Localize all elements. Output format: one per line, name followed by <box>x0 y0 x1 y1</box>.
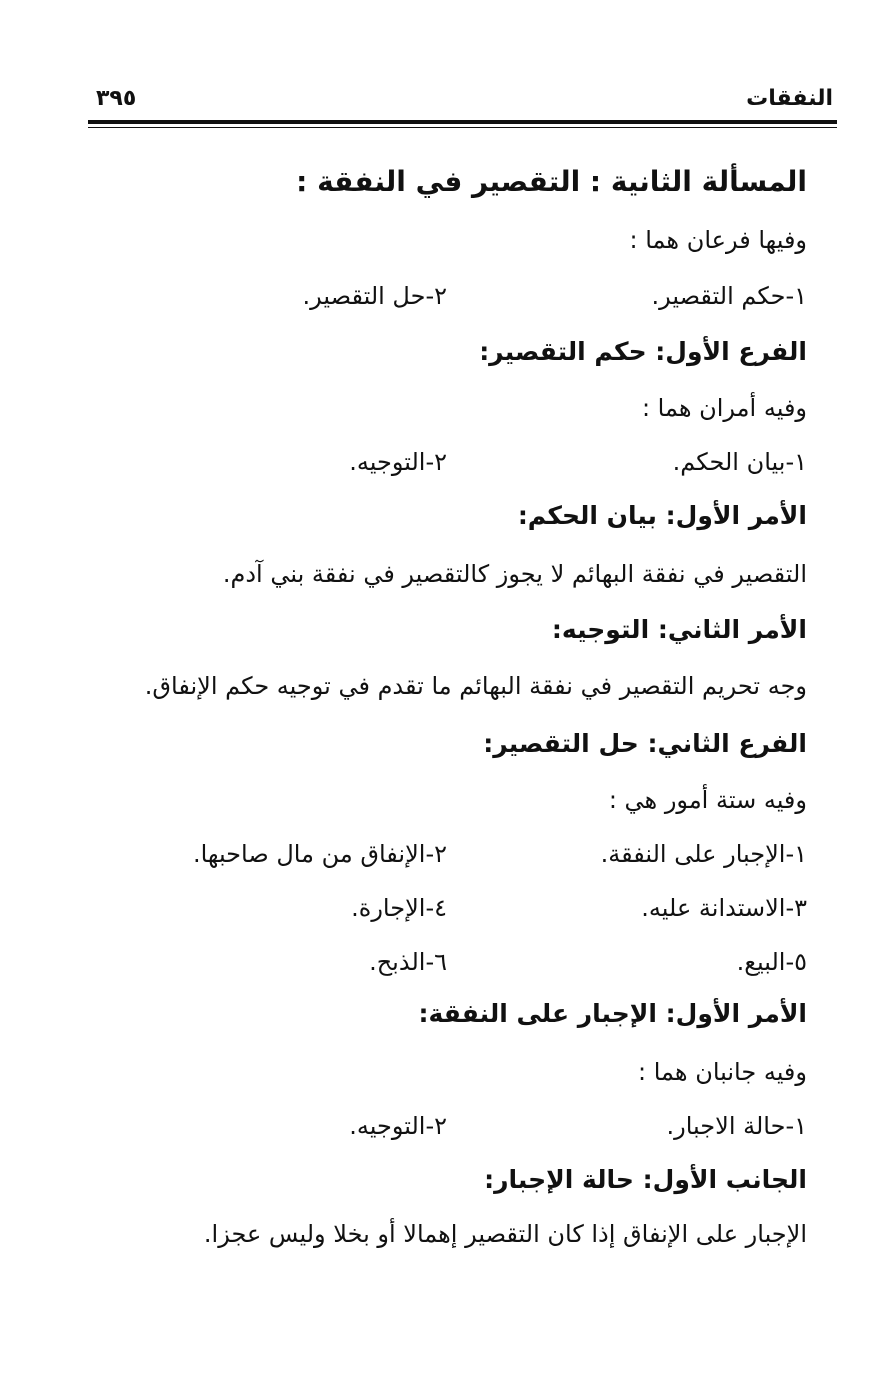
heading-far1: الفرع الأول: حكم التقصير: <box>479 337 807 366</box>
list-item: ٢-حل التقصير. <box>302 282 447 310</box>
list-item: ٦-الذبح. <box>369 948 447 976</box>
list-item: ٥-البيع. <box>736 948 807 976</box>
list-item: ٢-التوجيه. <box>349 448 447 476</box>
list-item: ٤-الإجارة. <box>351 894 447 922</box>
list-item: ٢-التوجيه. <box>349 1112 447 1140</box>
paragraph-branches-intro: وفيها فرعان هما : <box>629 226 807 254</box>
list-row-far2-2 <box>120 890 807 926</box>
paragraph-amr2: وجه تحريم التقصير في نفقة البهائم ما تقدم في توجيه حكم الإنفاق. <box>144 672 807 700</box>
list-row-ijbar <box>120 1108 807 1144</box>
heading-far2: الفرع الثاني: حل التقصير: <box>483 729 807 758</box>
list-item: ٣-الاستدانة عليه. <box>641 894 807 922</box>
list-row-far1 <box>120 444 807 480</box>
list-item: ١-بيان الحكم. <box>672 448 807 476</box>
paragraph-amr1: التقصير في نفقة البهائم لا يجوز كالتقصير في نفقة بني آدم. <box>222 560 807 588</box>
page-number: ٣٩٥ <box>96 86 137 111</box>
section-heading-mas2: المسألة الثانية : التقصير في النفقة : <box>296 165 807 198</box>
list-item: ٢-الإنفاق من مال صاحبها. <box>192 840 447 868</box>
header-rule-thick <box>88 120 837 124</box>
list-row-far2-3 <box>120 944 807 980</box>
list-row-far2-1 <box>120 836 807 872</box>
heading-ijbar: الأمر الأول: الإجبار على النفقة: <box>418 999 807 1028</box>
header-rule-thin <box>88 127 837 128</box>
paragraph-ijbar-intro: وفيه جانبان هما : <box>638 1058 807 1086</box>
heading-amr1: الأمر الأول: بيان الحكم: <box>517 501 807 530</box>
paragraph-janib1: الإجبار على الإنفاق إذا كان التقصير إهمالا أو بخلا وليس عجزا. <box>203 1220 807 1248</box>
paragraph-far2-intro: وفيه ستة أمور هي : <box>608 786 807 814</box>
running-title: النفقات <box>746 86 833 111</box>
list-item: ١-حكم التقصير. <box>651 282 807 310</box>
heading-janib1: الجانب الأول: حالة الإجبار: <box>484 1165 807 1194</box>
list-item: ١-حالة الاجبار. <box>666 1112 807 1140</box>
heading-amr2: الأمر الثاني: التوجيه: <box>551 615 807 644</box>
list-row-branches <box>120 278 807 314</box>
page-header <box>88 86 837 120</box>
paragraph-far1-intro: وفيه أمران هما : <box>641 394 807 422</box>
list-item: ١-الإجبار على النفقة. <box>600 840 807 868</box>
